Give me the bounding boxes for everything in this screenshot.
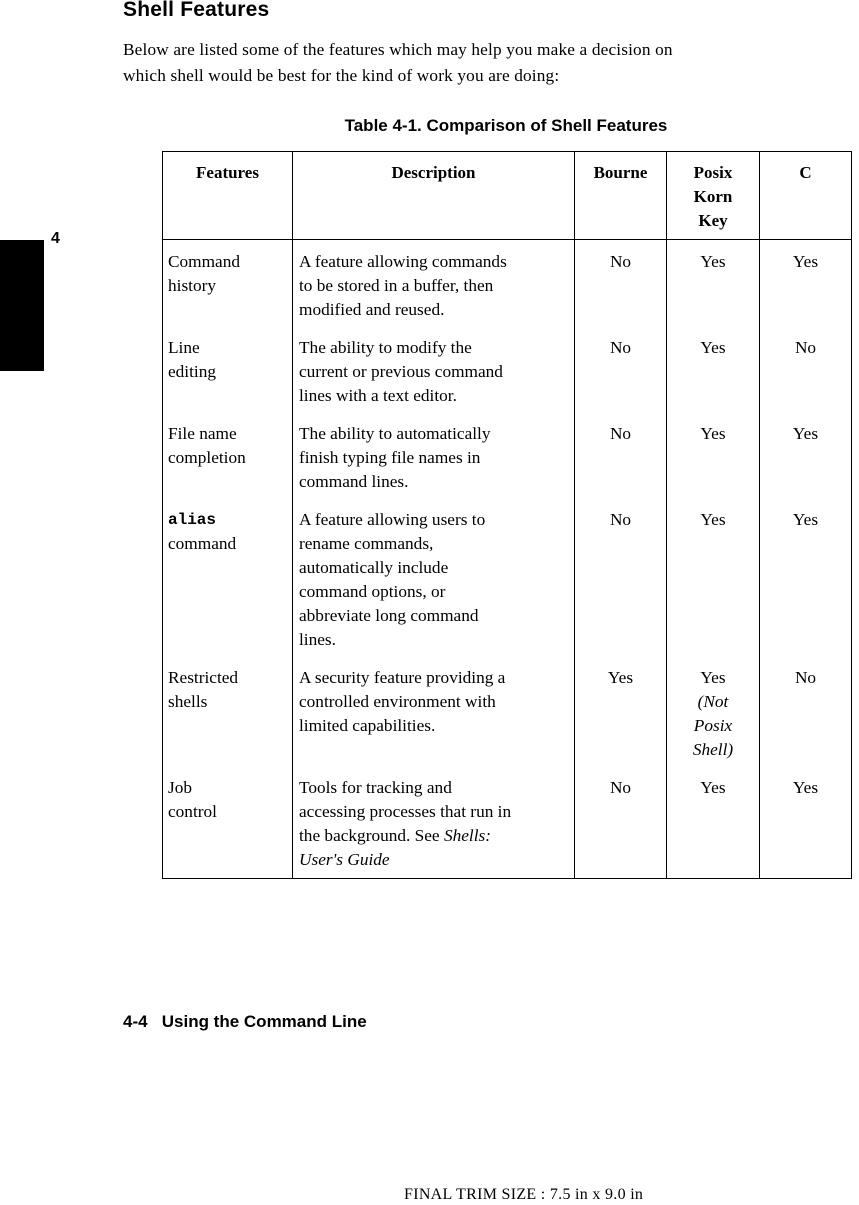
table-header-row <box>163 152 852 240</box>
feature-name-line: Command <box>168 252 241 271</box>
feature-name-line: completion <box>168 448 246 467</box>
description-cell <box>293 776 575 879</box>
feature-name-line: Job <box>168 778 193 797</box>
bourne-cell: No <box>575 336 667 422</box>
description-cell <box>293 508 575 666</box>
description-line: command lines. <box>299 472 409 491</box>
chapter-tab-marker <box>0 240 44 371</box>
header-c: C <box>760 152 852 240</box>
section-title: Shell Features <box>123 0 270 21</box>
feature-name-line: control <box>168 802 217 821</box>
feature-name-line: File name <box>168 424 237 443</box>
feature-cell <box>163 666 293 776</box>
header-posix-korn-key <box>667 152 760 240</box>
header-description: Description <box>293 152 575 240</box>
table-row <box>163 240 852 337</box>
description-cell <box>293 336 575 422</box>
description-line: A feature allowing users to <box>299 510 486 529</box>
description-line: to be stored in a buffer, then <box>299 276 494 295</box>
c-shell-cell: Yes <box>760 776 852 879</box>
description-line: A feature allowing commands <box>299 252 507 271</box>
posix-cell: Yes <box>667 336 760 422</box>
posix-note-line: Posix <box>693 716 733 735</box>
description-line: Tools for tracking and <box>299 778 452 797</box>
header-posix-line: Korn <box>693 187 733 206</box>
description-cell <box>293 422 575 508</box>
header-bourne: Bourne <box>575 152 667 240</box>
table-caption: Table 4-1. Comparison of Shell Features <box>344 116 668 135</box>
feature-cell <box>163 508 293 666</box>
description-line: limited capabilities. <box>299 716 436 735</box>
feature-name-line: history <box>168 276 217 295</box>
book-reference: Shells: <box>443 826 491 845</box>
description-line: The ability to modify the <box>299 338 472 357</box>
c-shell-cell: Yes <box>760 508 852 666</box>
description-cell <box>293 240 575 337</box>
c-shell-cell: No <box>760 336 852 422</box>
posix-cell: Yes <box>667 240 760 337</box>
description-line: lines. <box>299 630 336 649</box>
posix-cell: Yes <box>667 776 760 879</box>
feature-cell <box>163 422 293 508</box>
bourne-cell: No <box>575 422 667 508</box>
intro-line: Below are listed some of the features which may help you make a decision on <box>123 40 673 59</box>
description-line: accessing processes that run in <box>299 802 512 821</box>
description-line: A security feature providing a <box>299 668 506 687</box>
feature-name-line: editing <box>168 362 216 381</box>
bourne-cell: No <box>575 508 667 666</box>
posix-value: Yes <box>700 668 726 687</box>
header-features: Features <box>163 152 293 240</box>
table-row <box>163 776 852 879</box>
bourne-cell: Yes <box>575 666 667 776</box>
description-line <box>299 824 570 848</box>
table-row <box>163 508 852 666</box>
bourne-cell: No <box>575 776 667 879</box>
description-line: abbreviate long command <box>299 606 479 625</box>
feature-name-line: command <box>168 534 237 553</box>
chapter-number: 4 <box>51 230 60 247</box>
header-posix-line: Key <box>698 211 728 230</box>
c-shell-cell: Yes <box>760 422 852 508</box>
feature-name-command: alias <box>168 511 217 529</box>
description-line: finish typing file names in <box>299 448 481 467</box>
intro-line: which shell would be best for the kind of work you are doing: <box>123 66 560 85</box>
posix-cell: Yes <box>667 422 760 508</box>
bourne-cell: No <box>575 240 667 337</box>
description-line: lines with a text editor. <box>299 386 457 405</box>
page-footer-label: 4-4 Using the Command Line <box>123 1012 367 1031</box>
description-line: The ability to automatically <box>299 424 491 443</box>
description-line: current or previous command <box>299 362 503 381</box>
c-shell-cell: Yes <box>760 240 852 337</box>
description-line: controlled environment with <box>299 692 496 711</box>
header-posix-line: Posix <box>693 163 733 182</box>
c-shell-cell: No <box>760 666 852 776</box>
table-row <box>163 336 852 422</box>
feature-cell <box>163 240 293 337</box>
trim-size-note: FINAL TRIM SIZE : 7.5 in x 9.0 in <box>404 1186 644 1203</box>
book-reference: User's Guide <box>299 850 390 869</box>
table-row <box>163 666 852 776</box>
shell-comparison-table <box>162 151 852 879</box>
description-line: command options, or <box>299 582 446 601</box>
description-text: the background. See <box>299 826 444 845</box>
description-cell <box>293 666 575 776</box>
table-row <box>163 422 852 508</box>
description-line: rename commands, <box>299 534 434 553</box>
intro-paragraph <box>123 37 859 89</box>
posix-note-line: (Not <box>697 692 729 711</box>
posix-cell: Yes <box>667 508 760 666</box>
description-line: automatically include <box>299 558 449 577</box>
feature-name-line: shells <box>168 692 208 711</box>
description-line: modified and reused. <box>299 300 445 319</box>
feature-cell <box>163 776 293 879</box>
posix-note-line: Shell) <box>692 740 734 759</box>
feature-cell <box>163 336 293 422</box>
posix-cell <box>667 666 760 776</box>
feature-name-line: Line <box>168 338 200 357</box>
feature-name-line: Restricted <box>168 668 239 687</box>
